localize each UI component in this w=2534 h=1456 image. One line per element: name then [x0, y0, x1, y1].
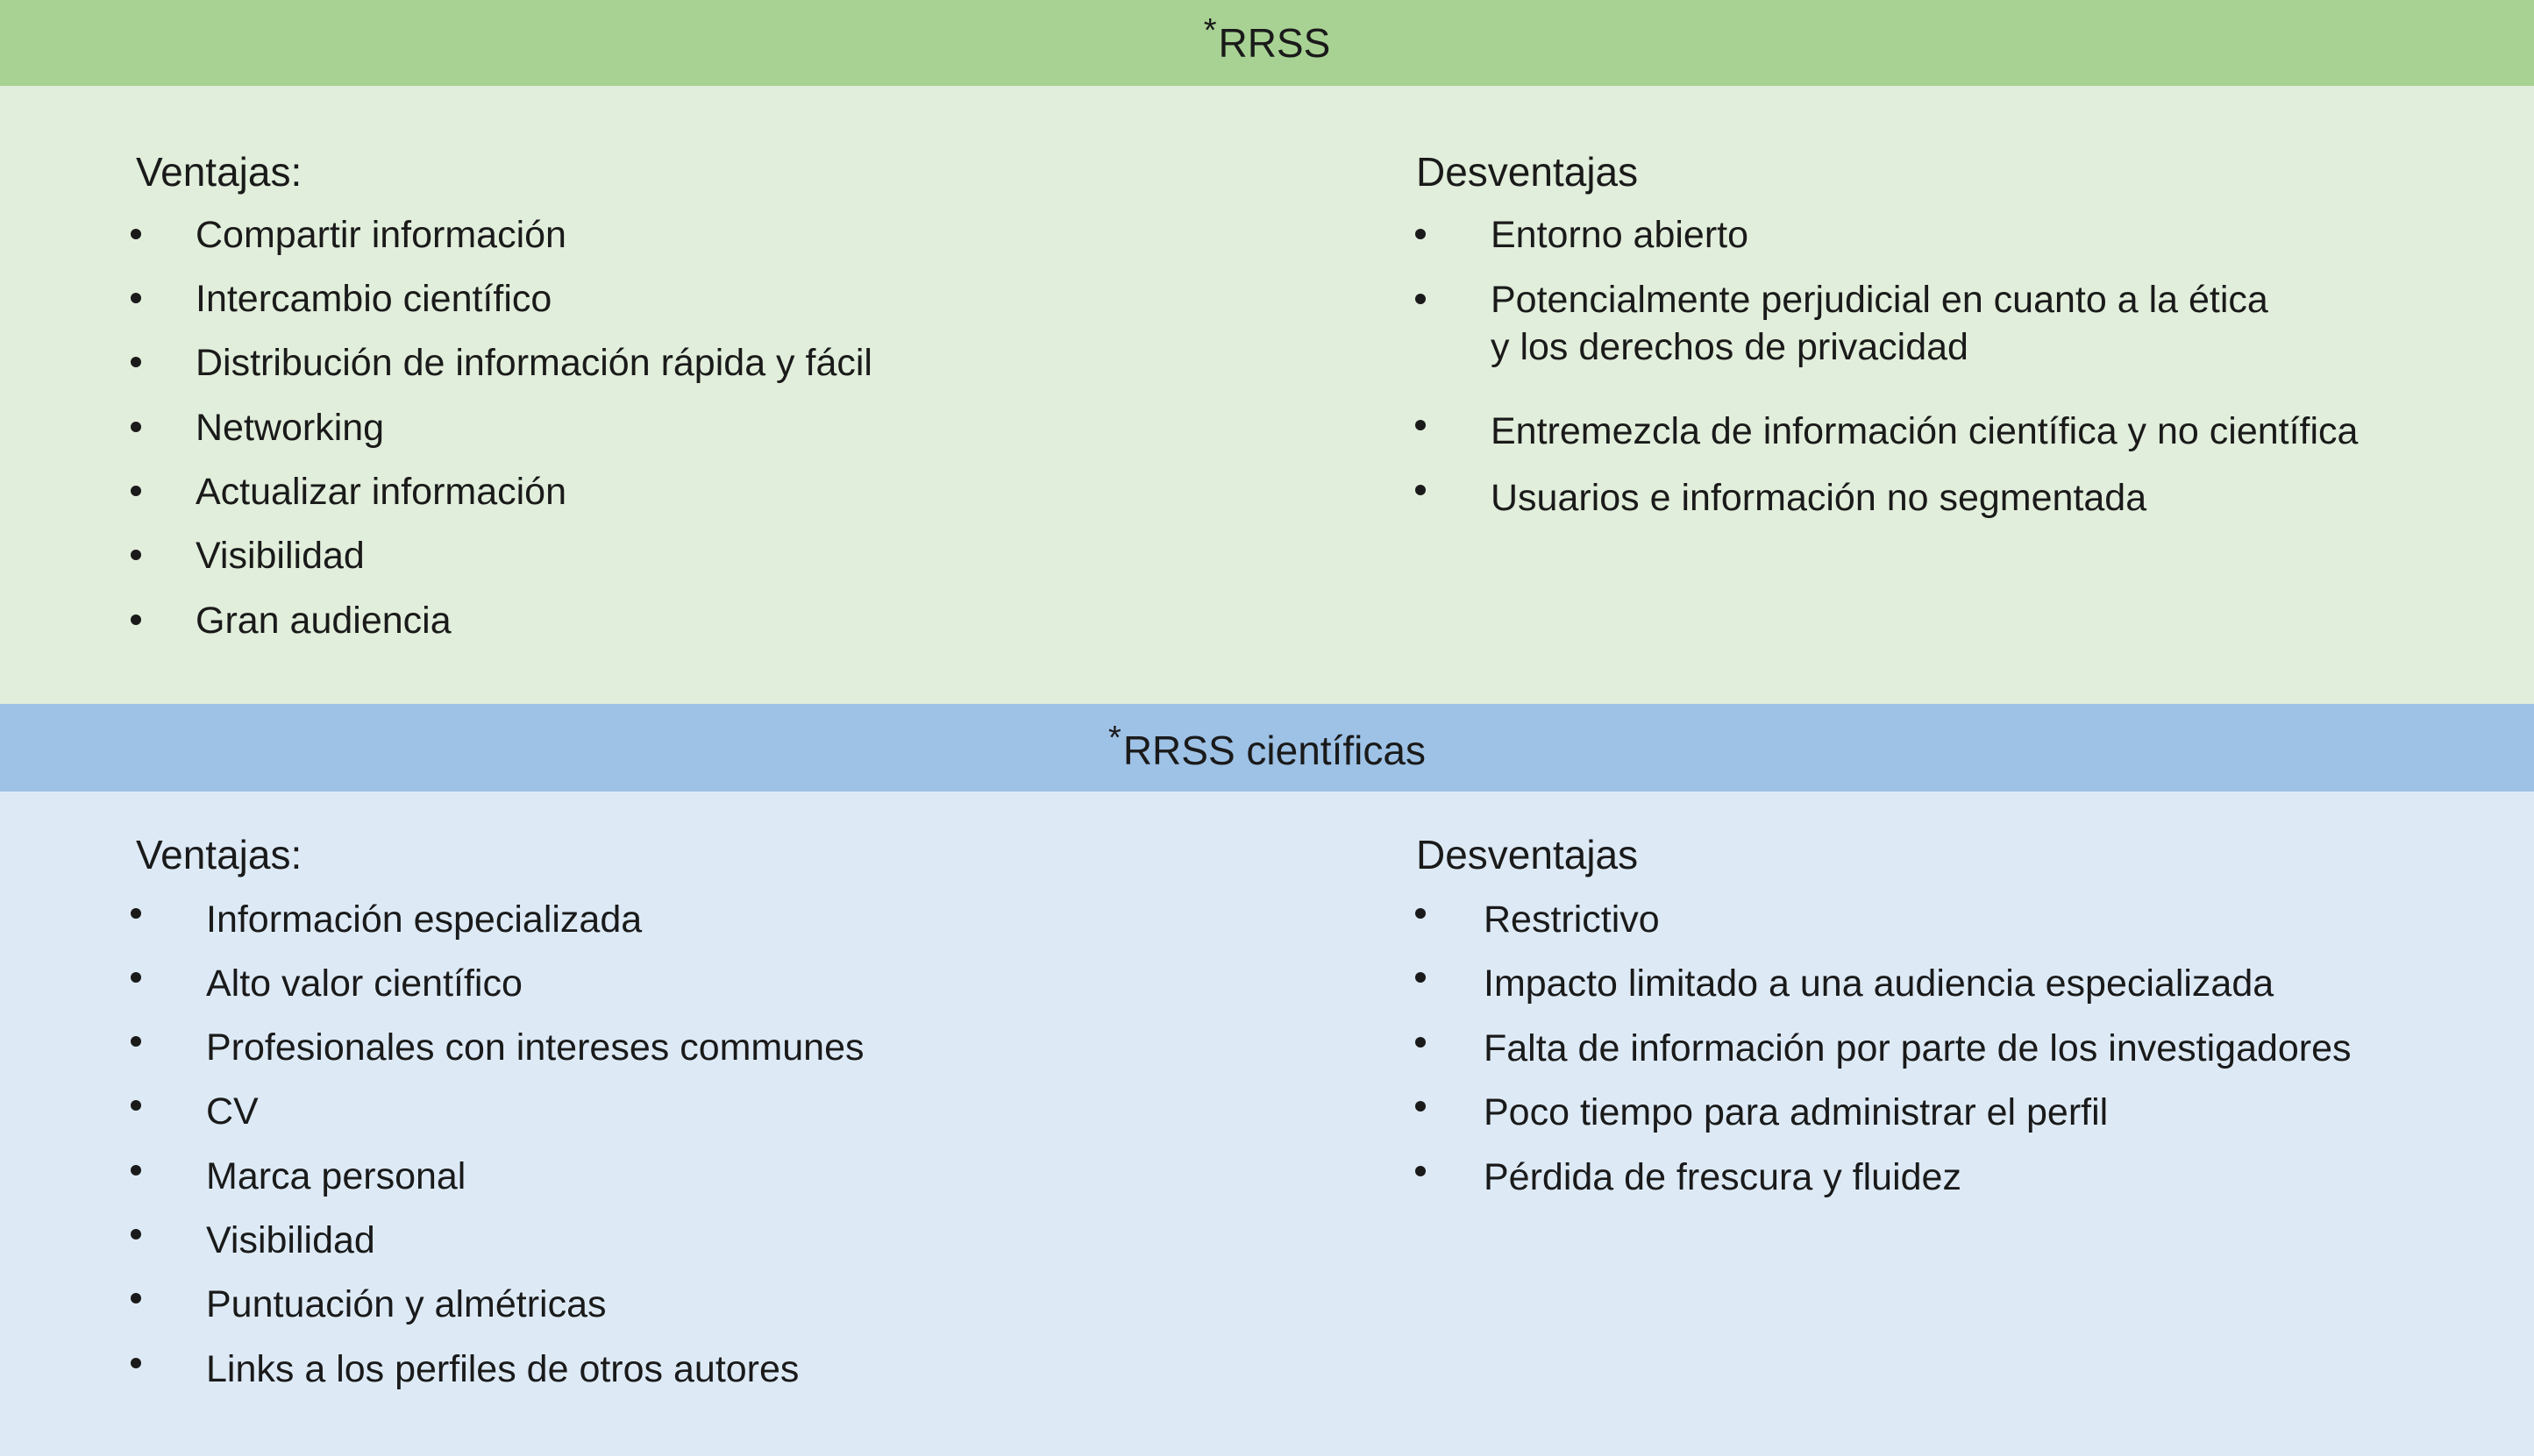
bullet-icon — [131, 1358, 141, 1368]
rrss-cientificas-section — [0, 704, 2534, 1456]
bullet-icon — [1415, 229, 1426, 239]
bullet-icon — [1415, 1037, 1426, 1048]
bullet-icon — [1415, 908, 1426, 919]
bullet-icon — [131, 486, 141, 496]
bullet-icon — [131, 1165, 141, 1175]
bullet-icon — [131, 972, 141, 983]
rrss-header-asterisk: * — [1203, 12, 1217, 49]
rrss-cientificas-header-title: RRSS científicas — [1122, 728, 1426, 773]
bullet-icon — [1415, 1166, 1426, 1176]
bullet-icon — [131, 1100, 141, 1111]
bullet-icon — [131, 422, 141, 432]
bullet-icon — [1415, 485, 1426, 495]
bullet-icon — [131, 1293, 141, 1303]
rrss-body: Ventajas: Compartir información Intercambio científico Distribución de información rápida y fácil Networking Actualizar información Visibilidad Gran audiencia Desventajas Entorno abierto Potencialmente perjudicial en cuanto a la ética y los derechos de privacidad Entremezcla de información científica y no científica Usuarios e información no segmentada — [0, 86, 2534, 704]
bullet-icon — [131, 357, 141, 367]
bullet-icon — [131, 908, 141, 919]
bullet-icon — [131, 1229, 141, 1239]
bullet-icon — [131, 614, 141, 625]
bullet-icon — [1415, 972, 1426, 983]
rrss-cientificas-desventajas-title: Desventajas — [1416, 832, 1639, 877]
rrss-desventajas-title: Desventajas — [1416, 149, 1639, 195]
rrss-section — [0, 0, 2534, 704]
bullet-icon — [131, 229, 141, 239]
rrss-cientificas-header — [0, 704, 2534, 792]
rrss-cientificas-body: Ventajas: Información especializada Alto valor científico Profesionales con intereses communes CV Marca personal Visibilidad Puntuación y almétricas Links a los perfiles de otros autores Desventajas Restrictivo Impacto limitado a una audiencia especializada Falta de información por parte de los investigadores Poco tiempo para administrar el perfil Pérdida de frescura y fluidez — [0, 792, 2534, 1456]
bullet-icon — [1415, 294, 1426, 304]
rrss-cientificas-header-asterisk: * — [1108, 720, 1121, 756]
bullet-icon — [131, 550, 141, 560]
bullet-icon — [131, 1036, 141, 1047]
rrss-cientificas-ventajas-title: Ventajas: — [136, 832, 303, 877]
rrss-header — [0, 0, 2534, 86]
rrss-header-title: RRSS — [1218, 20, 1331, 66]
rrss-ventajas-title: Ventajas: — [136, 149, 303, 195]
bullet-icon — [1415, 420, 1426, 430]
bullet-icon — [1415, 1101, 1426, 1112]
bullet-icon — [131, 293, 141, 303]
